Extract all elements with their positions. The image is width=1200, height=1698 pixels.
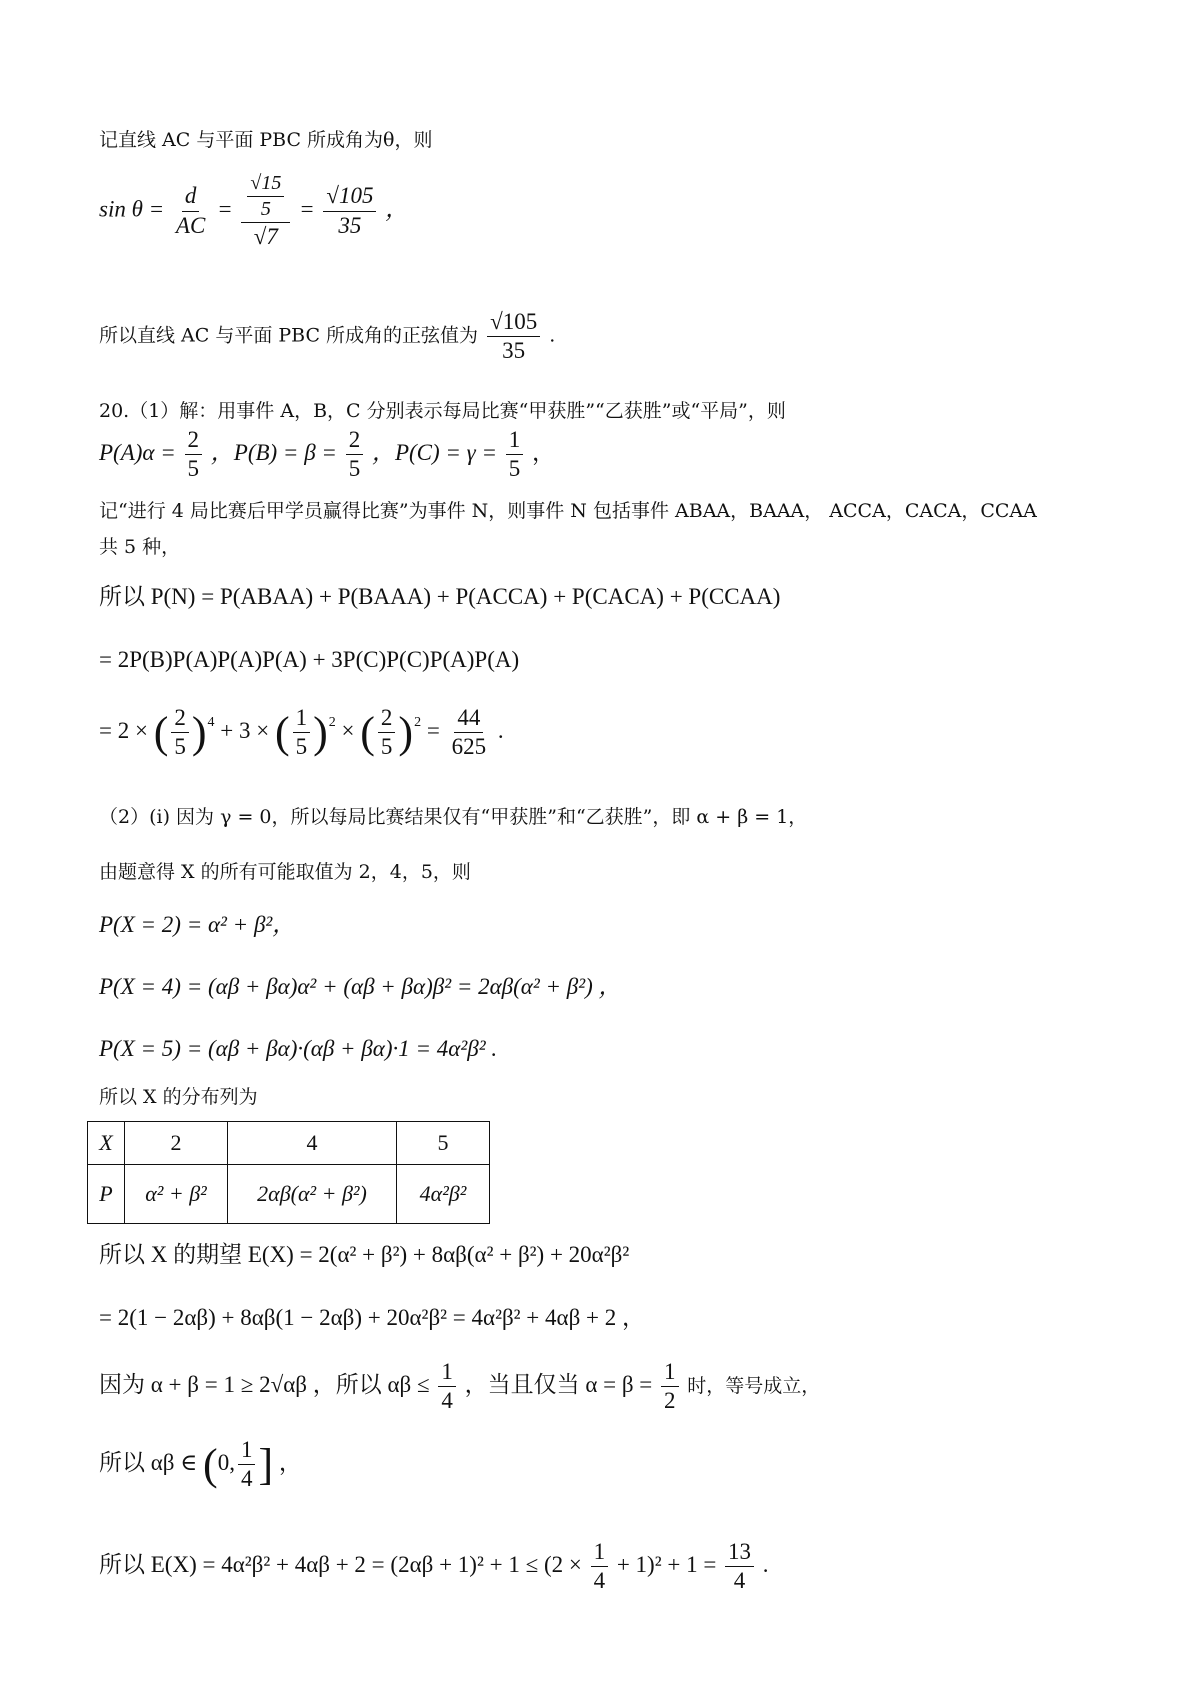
right-bracket: ] (258, 1439, 274, 1489)
right-paren: ) (398, 707, 414, 757)
line-px5 (99, 1037, 497, 1060)
final-b: + 1)² + 1 = (616, 1551, 717, 1577)
line-q20-heading (99, 402, 786, 421)
ex-line1: 所以 X 的期望 E(X) = 2(α² + β²) + 8αβ(α² + β²) + 20α²β² (99, 1242, 630, 1267)
frac-num: 2 (171, 706, 189, 733)
frac-num: √105 (487, 310, 540, 337)
table-cell: 2 (125, 1122, 228, 1165)
pn3-d: = (426, 717, 440, 743)
text-sine-value: 所以直线 AC 与平面 PBC 所成角的正弦值为 (99, 324, 479, 347)
frac-num: 44 (454, 706, 483, 733)
frac-num: 13 (725, 1540, 754, 1567)
table-cell: 5 (397, 1122, 490, 1165)
table-cell: 4 (228, 1122, 397, 1165)
left-paren: ( (153, 707, 169, 757)
pc-expr: ，P(C) = γ = (371, 439, 497, 465)
pn-sum: 所以 P(N) = P(ABAA) + P(BAAA) + P(ACCA) + P(CACA) + P(CCAA) (99, 584, 781, 609)
ineq-a: 因为 α + β = 1 ≥ 2√αβ ，所以 αβ ≤ (99, 1371, 430, 1397)
table-row (88, 1165, 490, 1224)
left-paren: ( (360, 707, 375, 757)
q20-heading: 20.（1）解：用事件 A，B，C 分别表示每局比赛“甲获胜”“乙获胜”或“平局”，则 (99, 400, 786, 422)
frac-den: 5 (260, 198, 271, 220)
frac-num (241, 173, 290, 223)
frac-num: 1 (591, 1540, 609, 1567)
fraction-1-4 (438, 1360, 456, 1413)
text-event-n: 记“进行 4 局比赛后甲学员赢得比赛”为事件 N，则事件 N 包括事件 ABAA，BAAA， ACCA，CACA，CCAA (99, 500, 1037, 522)
frac-num: 2 (185, 428, 203, 455)
fraction-sqrt15-over-5 (247, 173, 284, 220)
text-angle-intro: 记直线 AC 与平面 PBC 所成角为θ，则 (99, 129, 433, 151)
fraction-pb (346, 428, 364, 481)
fraction-44-625 (449, 706, 490, 759)
period: . (762, 1551, 769, 1577)
pn3-b: + 3 × (220, 717, 270, 743)
table-cell: P (88, 1165, 125, 1224)
right-paren: ) (313, 707, 328, 757)
distribution-table (87, 1121, 490, 1224)
final-a: 所以 E(X) = 4α²β² + 4αβ + 2 = (2αβ + 1)² + 1 ≤ (2 × (99, 1551, 582, 1577)
frac-num: 1 (438, 1360, 456, 1387)
pa-expr: P(A)α = (99, 439, 176, 465)
left-paren: ( (274, 707, 290, 757)
fraction-2-5 (378, 706, 396, 759)
line-pn-result (99, 706, 504, 759)
exponent: 4 (207, 714, 215, 730)
comma: ， (532, 439, 555, 465)
line-ex2 (99, 1306, 645, 1329)
px4-expr: P(X = 4) = (αβ + βα)α² + (αβ + βα)β² = 2αβ(α² + β²) ， (99, 974, 622, 999)
line-inequality (99, 1360, 820, 1413)
exponent: 2 (328, 714, 336, 730)
table-cell: 4α²β² (397, 1165, 490, 1224)
equals-sign: = (299, 196, 315, 222)
fraction-13-4 (725, 1540, 754, 1593)
frac-num: 1 (293, 706, 311, 733)
frac-den: 4 (733, 1568, 746, 1594)
frac-num: d (182, 184, 200, 211)
frac-den: AC (175, 212, 206, 238)
fraction-d-over-ac (173, 184, 208, 237)
frac-den: 35 (502, 338, 526, 364)
line-event-count (99, 538, 180, 557)
frac-num: 1 (506, 428, 524, 455)
line-part2-intro (99, 808, 807, 827)
frac-den: 5 (348, 456, 361, 482)
line-sine-value (99, 310, 555, 363)
right-paren: ) (191, 707, 207, 757)
frac-den: 5 (380, 734, 393, 760)
px2-expr: P(X = 2) = α² + β²， (99, 912, 296, 937)
frac-num: √15 (247, 173, 284, 197)
line-event-n (99, 502, 1037, 521)
period: . (497, 717, 504, 743)
range-a: 所以 αβ ∈ (99, 1449, 198, 1475)
fraction-1-4 (238, 1438, 256, 1491)
frac-den: 2 (664, 1388, 676, 1414)
fraction-1-2 (661, 1360, 679, 1413)
line-x-values (99, 863, 471, 882)
equals-sign: = (217, 196, 233, 222)
table-header-row (88, 1122, 490, 1165)
fraction-pa (185, 428, 203, 481)
pn-expand: = 2P(B)P(A)P(A)P(A) + 3P(C)P(C)P(A)P(A) (99, 647, 520, 672)
frac-den: 625 (451, 734, 487, 760)
line-ex1 (99, 1243, 629, 1266)
line-range (99, 1438, 302, 1491)
frac-den: 35 (338, 212, 362, 238)
ineq-b: ，当且仅当 α = β = (464, 1371, 653, 1397)
frac-den: 5 (174, 734, 186, 760)
fraction-pc (506, 428, 524, 481)
text-event-count: 共 5 种， (99, 536, 181, 558)
frac-num: 1 (661, 1360, 679, 1387)
frac-den: 4 (441, 1388, 453, 1414)
left-paren: ( (203, 1439, 218, 1489)
fraction-nested (241, 173, 290, 249)
line-pn-expand (99, 648, 519, 671)
pn3-c: × (341, 717, 355, 743)
px5-expr: P(X = 5) = (αβ + βα)·(αβ + βα)·1 = 4α²β² . (99, 1036, 498, 1061)
line-final (99, 1540, 769, 1593)
frac-den: √7 (253, 224, 278, 249)
ex-line2: = 2(1 − 2αβ) + 8αβ(1 − 2αβ) + 20α²β² = 4α²β² + 4αβ + 2 ， (99, 1305, 646, 1330)
fraction-1-4 (591, 1540, 609, 1593)
table-cell: α² + β² (125, 1165, 228, 1224)
text-x-values: 由题意得 X 的所有可能取值为 2，4，5，则 (99, 861, 471, 883)
fraction-sqrt105-over-35 (323, 184, 376, 237)
line-px2 (99, 913, 295, 936)
frac-den: 4 (240, 1466, 253, 1492)
period: . (549, 324, 556, 347)
line-sin-theta (99, 173, 408, 249)
pb-expr: ，P(B) = β = (210, 439, 337, 465)
pn3-a: = 2 × (99, 717, 148, 743)
fraction-2-5 (171, 706, 189, 759)
frac-den: 5 (187, 456, 200, 482)
comma: ， (278, 1449, 302, 1475)
range-inner: 0, (217, 1449, 235, 1475)
frac-num: 2 (346, 428, 364, 455)
frac-num: 2 (378, 706, 396, 733)
frac-den: 5 (508, 456, 521, 482)
line-dist-title (99, 1088, 258, 1107)
exponent: 2 (414, 714, 422, 730)
ineq-c: 时，等号成立， (687, 1374, 821, 1397)
frac-den: 5 (295, 734, 308, 760)
text-dist-title: 所以 X 的分布列为 (99, 1086, 258, 1108)
comma: ， (385, 196, 409, 222)
fraction-sqrt105-over-35 (487, 310, 540, 363)
fraction-1-5 (293, 706, 311, 759)
line-probabilities (99, 428, 555, 481)
sin-lhs: sin θ = (99, 196, 165, 222)
frac-num: √105 (323, 184, 376, 211)
table-cell: X (88, 1122, 125, 1165)
text-part2-intro: （2）(i) 因为 γ = 0，所以每局比赛结果仅有“甲获胜”和“乙获胜”，即 α + β = 1， (99, 806, 808, 828)
line-angle-intro (99, 131, 433, 150)
frac-num: 1 (238, 1438, 256, 1465)
line-pn-sum (99, 585, 780, 608)
table-cell: 2αβ(α² + β²) (228, 1165, 397, 1224)
frac-den: 4 (593, 1568, 606, 1594)
line-px4 (99, 975, 622, 998)
